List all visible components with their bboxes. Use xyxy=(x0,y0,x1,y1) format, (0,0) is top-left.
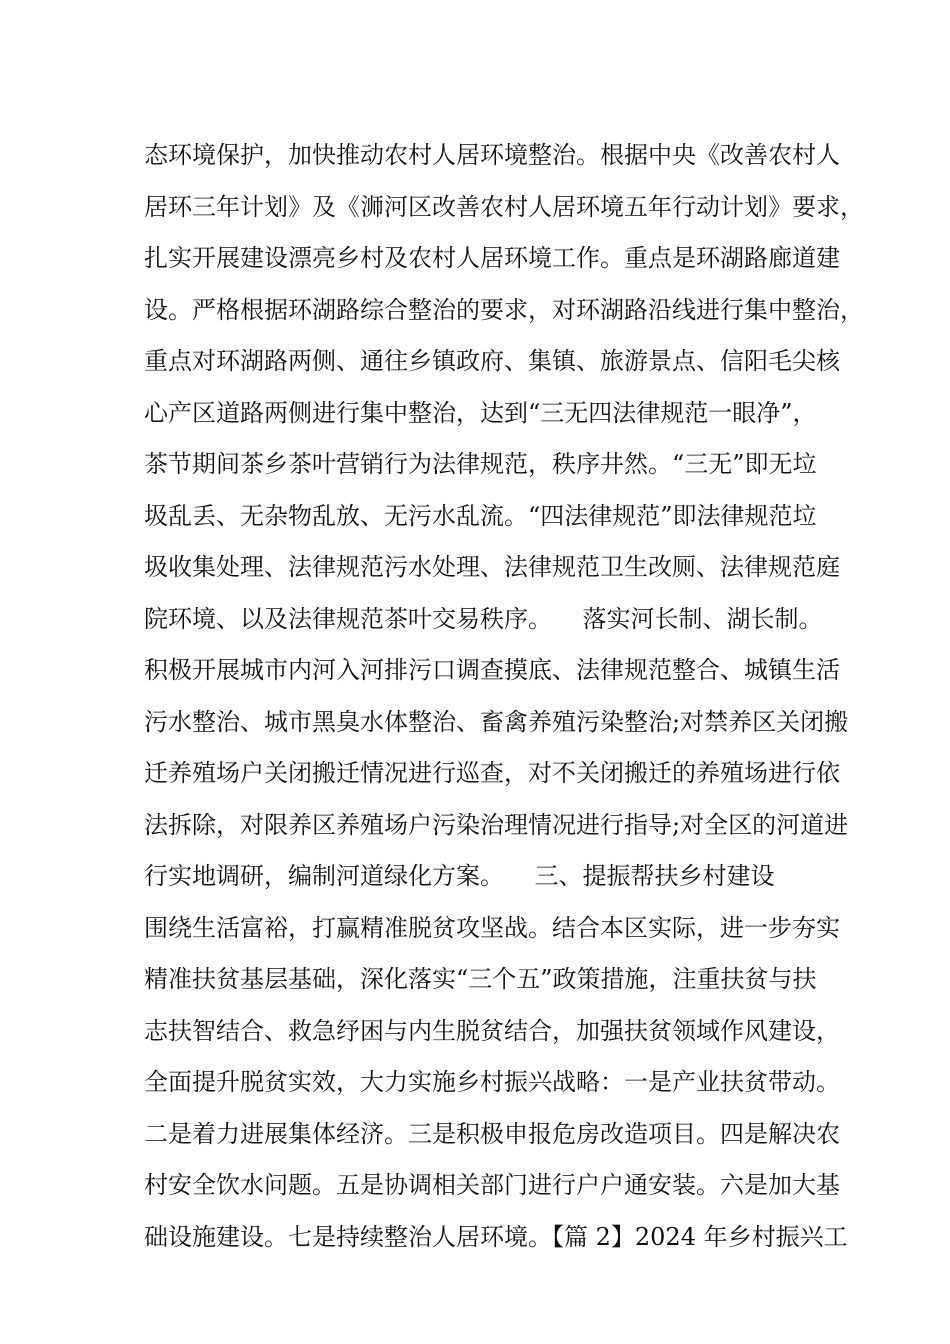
text-line-21: 村安全饮水问题。五是协调相关部门进行户户通安装。六是加大基 xyxy=(144,1171,840,1199)
text-line-15: 行实地调研，编制河道绿化方案。 三、提振帮扶乡村建设 xyxy=(144,862,775,890)
text-line-7: 茶节期间茶乡茶叶营销行为法律规范，秩序井然。“三无”即无垃 xyxy=(144,450,817,478)
text-line-20: 二是着力进展集体经济。三是积极申报危房改造项目。四是解决农 xyxy=(144,1119,840,1148)
text-line-6: 心产区道路两侧进行集中整治，达到“三无四法律规范一眼净”， xyxy=(144,398,817,427)
text-line-11: 积极开展城市内河入河排污口调查摸底、法律规范整合、城镇生活 xyxy=(144,656,840,684)
body-text xyxy=(144,130,864,1263)
text-line-13: 迁养殖场户关闭搬迁情况进行巡查，对不关闭搬迁的养殖场进行依 xyxy=(144,759,840,787)
text-line-9: 圾收集处理、法律规范污水处理、法律规范卫生改厕、法律规范庭 xyxy=(144,553,840,581)
text-line-18: 志扶智结合、救急纾困与内生脱贫结合，加强扶贫领域作风建设， xyxy=(144,1016,840,1045)
text-line-22: 础设施建设。七是持续整治人居环境。【篇 2】2024 年乡村振兴工 xyxy=(144,1222,848,1251)
text-line-19: 全面提升脱贫实效，大力实施乡村振兴战略：一是产业扶贫带动。 xyxy=(144,1068,840,1096)
text-line-16: 围绕生活富裕，打赢精准脱贫攻坚战。结合本区实际，进一步夯实 xyxy=(144,913,840,942)
text-line-10: 院环境、以及法律规范茶叶交易秩序。 落实河长制、湖长制。 xyxy=(144,604,823,633)
text-line-3: 扎实开展建设漂亮乡村及农村人居环境工作。重点是环湖路廊道建 xyxy=(144,244,840,272)
text-line-5: 重点对环湖路两侧、通往乡镇政府、集镇、旅游景点、信阳毛尖核 xyxy=(144,347,840,375)
text-line-14: 法拆除，对限养区养殖场户污染治理情况进行指导;对全区的河道进 xyxy=(144,810,849,839)
text-line-17: 精准扶贫基层基础，深化落实“三个五”政策措施，注重扶贫与扶 xyxy=(144,965,817,993)
text-line-12: 污水整治、城市黑臭水体整治、畜禽养殖污染整治;对禁养区关闭搬 xyxy=(144,707,849,736)
text-line-2: 居环三年计划》及《浉河区改善农村人居环境五年行动计划》要求， xyxy=(144,192,864,221)
text-line-4: 设。严格根据环湖路综合整治的要求，对环湖路沿线进行集中整治， xyxy=(144,295,864,324)
text-line-8: 圾乱丢、无杂物乱放、无污水乱流。“四法律规范”即法律规范垃 xyxy=(144,501,817,530)
text-line-1: 态环境保护，加快推动农村人居环境整治。根据中央《改善农村人 xyxy=(144,141,840,169)
